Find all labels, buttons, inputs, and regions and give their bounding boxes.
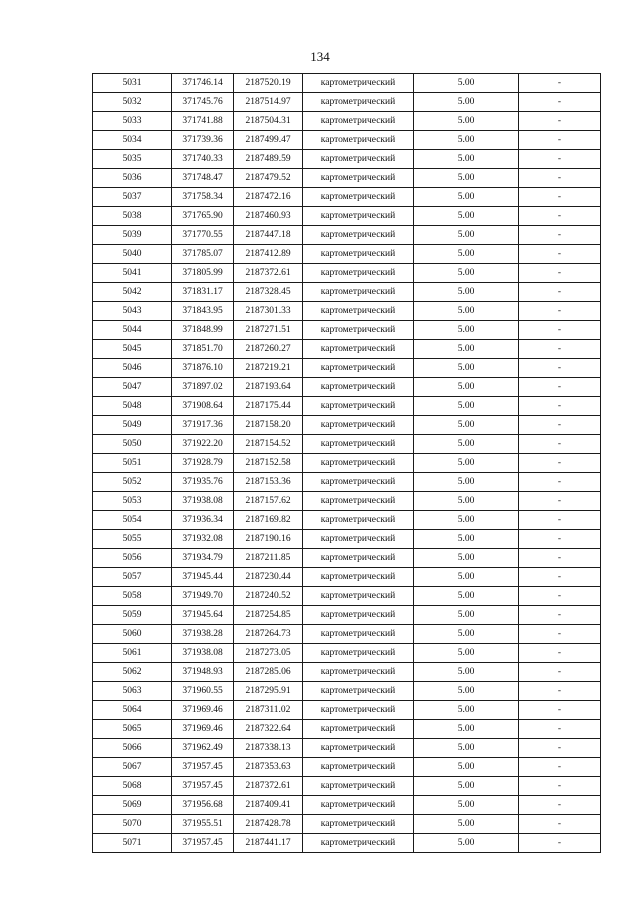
x-coordinate-cell: 371805.99 <box>172 264 234 283</box>
point-number-cell: 5042 <box>93 283 172 302</box>
note-cell: - <box>519 454 601 473</box>
accuracy-cell: 5.00 <box>414 625 519 644</box>
x-coordinate-cell: 371969.46 <box>172 701 234 720</box>
accuracy-cell: 5.00 <box>414 93 519 112</box>
point-number-cell: 5036 <box>93 169 172 188</box>
note-cell: - <box>519 340 601 359</box>
y-coordinate-cell: 2187153.36 <box>234 473 303 492</box>
y-coordinate-cell: 2187154.52 <box>234 435 303 454</box>
y-coordinate-cell: 2187219.21 <box>234 359 303 378</box>
point-number-cell: 5062 <box>93 663 172 682</box>
method-cell: картометрический <box>303 150 414 169</box>
table-row <box>93 245 601 264</box>
note-cell: - <box>519 397 601 416</box>
method-cell: картометрический <box>303 416 414 435</box>
method-cell: картометрический <box>303 473 414 492</box>
point-number-cell: 5070 <box>93 815 172 834</box>
method-cell: картометрический <box>303 454 414 473</box>
note-cell: - <box>519 701 601 720</box>
accuracy-cell: 5.00 <box>414 283 519 302</box>
y-coordinate-cell: 2187152.58 <box>234 454 303 473</box>
method-cell: картометрический <box>303 663 414 682</box>
table-row <box>93 112 601 131</box>
x-coordinate-cell: 371765.90 <box>172 207 234 226</box>
x-coordinate-cell: 371938.28 <box>172 625 234 644</box>
note-cell: - <box>519 739 601 758</box>
x-coordinate-cell: 371960.55 <box>172 682 234 701</box>
table-row <box>93 815 601 834</box>
accuracy-cell: 5.00 <box>414 397 519 416</box>
accuracy-cell: 5.00 <box>414 416 519 435</box>
method-cell: картометрический <box>303 568 414 587</box>
point-number-cell: 5055 <box>93 530 172 549</box>
x-coordinate-cell: 371848.99 <box>172 321 234 340</box>
x-coordinate-cell: 371785.07 <box>172 245 234 264</box>
method-cell: картометрический <box>303 340 414 359</box>
point-number-cell: 5041 <box>93 264 172 283</box>
y-coordinate-cell: 2187169.82 <box>234 511 303 530</box>
x-coordinate-cell: 371957.45 <box>172 834 234 853</box>
method-cell: картометрический <box>303 207 414 226</box>
note-cell: - <box>519 511 601 530</box>
accuracy-cell: 5.00 <box>414 188 519 207</box>
method-cell: картометрический <box>303 397 414 416</box>
point-number-cell: 5031 <box>93 74 172 93</box>
point-number-cell: 5061 <box>93 644 172 663</box>
table-row <box>93 549 601 568</box>
table-row <box>93 720 601 739</box>
x-coordinate-cell: 371745.76 <box>172 93 234 112</box>
note-cell: - <box>519 302 601 321</box>
note-cell: - <box>519 473 601 492</box>
point-number-cell: 5034 <box>93 131 172 150</box>
note-cell: - <box>519 283 601 302</box>
y-coordinate-cell: 2187328.45 <box>234 283 303 302</box>
table-row <box>93 340 601 359</box>
table-row <box>93 663 601 682</box>
accuracy-cell: 5.00 <box>414 169 519 188</box>
point-number-cell: 5069 <box>93 796 172 815</box>
point-number-cell: 5063 <box>93 682 172 701</box>
point-number-cell: 5059 <box>93 606 172 625</box>
point-number-cell: 5064 <box>93 701 172 720</box>
point-number-cell: 5056 <box>93 549 172 568</box>
accuracy-cell: 5.00 <box>414 245 519 264</box>
point-number-cell: 5035 <box>93 150 172 169</box>
x-coordinate-cell: 371948.93 <box>172 663 234 682</box>
accuracy-cell: 5.00 <box>414 606 519 625</box>
y-coordinate-cell: 2187499.47 <box>234 131 303 150</box>
y-coordinate-cell: 2187285.06 <box>234 663 303 682</box>
point-number-cell: 5060 <box>93 625 172 644</box>
y-coordinate-cell: 2187295.91 <box>234 682 303 701</box>
note-cell: - <box>519 587 601 606</box>
table-row <box>93 758 601 777</box>
y-coordinate-cell: 2187409.41 <box>234 796 303 815</box>
y-coordinate-cell: 2187428.78 <box>234 815 303 834</box>
y-coordinate-cell: 2187322.64 <box>234 720 303 739</box>
note-cell: - <box>519 549 601 568</box>
x-coordinate-cell: 371938.08 <box>172 644 234 663</box>
point-number-cell: 5045 <box>93 340 172 359</box>
x-coordinate-cell: 371851.70 <box>172 340 234 359</box>
note-cell: - <box>519 682 601 701</box>
note-cell: - <box>519 321 601 340</box>
y-coordinate-cell: 2187372.61 <box>234 777 303 796</box>
accuracy-cell: 5.00 <box>414 587 519 606</box>
table-row <box>93 777 601 796</box>
x-coordinate-cell: 371739.36 <box>172 131 234 150</box>
accuracy-cell: 5.00 <box>414 682 519 701</box>
table-row <box>93 492 601 511</box>
y-coordinate-cell: 2187372.61 <box>234 264 303 283</box>
note-cell: - <box>519 93 601 112</box>
point-number-cell: 5044 <box>93 321 172 340</box>
y-coordinate-cell: 2187190.16 <box>234 530 303 549</box>
method-cell: картометрический <box>303 625 414 644</box>
note-cell: - <box>519 663 601 682</box>
note-cell: - <box>519 378 601 397</box>
point-number-cell: 5054 <box>93 511 172 530</box>
y-coordinate-cell: 2187273.05 <box>234 644 303 663</box>
accuracy-cell: 5.00 <box>414 378 519 397</box>
accuracy-cell: 5.00 <box>414 473 519 492</box>
point-number-cell: 5058 <box>93 587 172 606</box>
method-cell: картометрический <box>303 492 414 511</box>
method-cell: картометрический <box>303 530 414 549</box>
accuracy-cell: 5.00 <box>414 264 519 283</box>
x-coordinate-cell: 371962.49 <box>172 739 234 758</box>
accuracy-cell: 5.00 <box>414 207 519 226</box>
method-cell: картометрический <box>303 321 414 340</box>
accuracy-cell: 5.00 <box>414 758 519 777</box>
x-coordinate-cell: 371932.08 <box>172 530 234 549</box>
note-cell: - <box>519 530 601 549</box>
table-row <box>93 397 601 416</box>
accuracy-cell: 5.00 <box>414 663 519 682</box>
point-number-cell: 5040 <box>93 245 172 264</box>
y-coordinate-cell: 2187338.13 <box>234 739 303 758</box>
x-coordinate-cell: 371748.47 <box>172 169 234 188</box>
x-coordinate-cell: 371945.64 <box>172 606 234 625</box>
table-row <box>93 796 601 815</box>
method-cell: картометрический <box>303 701 414 720</box>
table-row <box>93 739 601 758</box>
table-row <box>93 454 601 473</box>
note-cell: - <box>519 150 601 169</box>
note-cell: - <box>519 492 601 511</box>
table-row <box>93 207 601 226</box>
table-row <box>93 74 601 93</box>
method-cell: картометрический <box>303 188 414 207</box>
method-cell: картометрический <box>303 435 414 454</box>
method-cell: картометрический <box>303 549 414 568</box>
note-cell: - <box>519 606 601 625</box>
point-number-cell: 5047 <box>93 378 172 397</box>
table-row <box>93 606 601 625</box>
x-coordinate-cell: 371936.34 <box>172 511 234 530</box>
table-row <box>93 625 601 644</box>
table-row <box>93 302 601 321</box>
x-coordinate-cell: 371741.88 <box>172 112 234 131</box>
note-cell: - <box>519 796 601 815</box>
accuracy-cell: 5.00 <box>414 150 519 169</box>
point-number-cell: 5053 <box>93 492 172 511</box>
method-cell: картометрический <box>303 302 414 321</box>
table-row <box>93 226 601 245</box>
y-coordinate-cell: 2187514.97 <box>234 93 303 112</box>
x-coordinate-cell: 371949.70 <box>172 587 234 606</box>
point-number-cell: 5048 <box>93 397 172 416</box>
point-number-cell: 5037 <box>93 188 172 207</box>
accuracy-cell: 5.00 <box>414 549 519 568</box>
x-coordinate-cell: 371957.45 <box>172 777 234 796</box>
y-coordinate-cell: 2187193.64 <box>234 378 303 397</box>
table-row <box>93 568 601 587</box>
accuracy-cell: 5.00 <box>414 454 519 473</box>
note-cell: - <box>519 264 601 283</box>
table-row <box>93 587 601 606</box>
method-cell: картометрический <box>303 264 414 283</box>
note-cell: - <box>519 169 601 188</box>
table-row <box>93 416 601 435</box>
note-cell: - <box>519 568 601 587</box>
accuracy-cell: 5.00 <box>414 226 519 245</box>
method-cell: картометрический <box>303 283 414 302</box>
method-cell: картометрический <box>303 131 414 150</box>
y-coordinate-cell: 2187311.02 <box>234 701 303 720</box>
point-number-cell: 5046 <box>93 359 172 378</box>
note-cell: - <box>519 777 601 796</box>
table-row <box>93 150 601 169</box>
method-cell: картометрический <box>303 587 414 606</box>
accuracy-cell: 5.00 <box>414 530 519 549</box>
x-coordinate-cell: 371897.02 <box>172 378 234 397</box>
accuracy-cell: 5.00 <box>414 302 519 321</box>
accuracy-cell: 5.00 <box>414 739 519 758</box>
y-coordinate-cell: 2187489.59 <box>234 150 303 169</box>
point-number-cell: 5057 <box>93 568 172 587</box>
point-number-cell: 5051 <box>93 454 172 473</box>
method-cell: картометрический <box>303 511 414 530</box>
note-cell: - <box>519 359 601 378</box>
x-coordinate-cell: 371758.34 <box>172 188 234 207</box>
method-cell: картометрический <box>303 245 414 264</box>
note-cell: - <box>519 435 601 454</box>
x-coordinate-cell: 371956.68 <box>172 796 234 815</box>
note-cell: - <box>519 207 601 226</box>
note-cell: - <box>519 74 601 93</box>
coordinates-table <box>92 73 601 853</box>
accuracy-cell: 5.00 <box>414 74 519 93</box>
note-cell: - <box>519 112 601 131</box>
point-number-cell: 5032 <box>93 93 172 112</box>
point-number-cell: 5068 <box>93 777 172 796</box>
y-coordinate-cell: 2187301.33 <box>234 302 303 321</box>
accuracy-cell: 5.00 <box>414 777 519 796</box>
y-coordinate-cell: 2187353.63 <box>234 758 303 777</box>
accuracy-cell: 5.00 <box>414 359 519 378</box>
x-coordinate-cell: 371876.10 <box>172 359 234 378</box>
point-number-cell: 5038 <box>93 207 172 226</box>
method-cell: картометрический <box>303 169 414 188</box>
y-coordinate-cell: 2187447.18 <box>234 226 303 245</box>
y-coordinate-cell: 2187520.19 <box>234 74 303 93</box>
table-row <box>93 511 601 530</box>
point-number-cell: 5043 <box>93 302 172 321</box>
accuracy-cell: 5.00 <box>414 701 519 720</box>
y-coordinate-cell: 2187479.52 <box>234 169 303 188</box>
x-coordinate-cell: 371908.64 <box>172 397 234 416</box>
x-coordinate-cell: 371917.36 <box>172 416 234 435</box>
note-cell: - <box>519 131 601 150</box>
accuracy-cell: 5.00 <box>414 435 519 454</box>
table-row <box>93 834 601 853</box>
y-coordinate-cell: 2187271.51 <box>234 321 303 340</box>
method-cell: картометрический <box>303 796 414 815</box>
point-number-cell: 5039 <box>93 226 172 245</box>
x-coordinate-cell: 371957.45 <box>172 758 234 777</box>
point-number-cell: 5050 <box>93 435 172 454</box>
y-coordinate-cell: 2187158.20 <box>234 416 303 435</box>
x-coordinate-cell: 371969.46 <box>172 720 234 739</box>
x-coordinate-cell: 371928.79 <box>172 454 234 473</box>
y-coordinate-cell: 2187157.62 <box>234 492 303 511</box>
note-cell: - <box>519 416 601 435</box>
accuracy-cell: 5.00 <box>414 511 519 530</box>
x-coordinate-cell: 371922.20 <box>172 435 234 454</box>
x-coordinate-cell: 371955.51 <box>172 815 234 834</box>
table-row <box>93 701 601 720</box>
method-cell: картометрический <box>303 74 414 93</box>
method-cell: картометрический <box>303 378 414 397</box>
method-cell: картометрический <box>303 777 414 796</box>
accuracy-cell: 5.00 <box>414 644 519 663</box>
note-cell: - <box>519 758 601 777</box>
note-cell: - <box>519 834 601 853</box>
method-cell: картометрический <box>303 834 414 853</box>
point-number-cell: 5049 <box>93 416 172 435</box>
table-row <box>93 188 601 207</box>
x-coordinate-cell: 371938.08 <box>172 492 234 511</box>
accuracy-cell: 5.00 <box>414 720 519 739</box>
x-coordinate-cell: 371746.14 <box>172 74 234 93</box>
table-row <box>93 435 601 454</box>
point-number-cell: 5033 <box>93 112 172 131</box>
accuracy-cell: 5.00 <box>414 340 519 359</box>
point-number-cell: 5052 <box>93 473 172 492</box>
table-row <box>93 473 601 492</box>
accuracy-cell: 5.00 <box>414 834 519 853</box>
x-coordinate-cell: 371843.95 <box>172 302 234 321</box>
method-cell: картометрический <box>303 682 414 701</box>
table-row <box>93 682 601 701</box>
accuracy-cell: 5.00 <box>414 796 519 815</box>
method-cell: картометрический <box>303 815 414 834</box>
note-cell: - <box>519 226 601 245</box>
y-coordinate-cell: 2187254.85 <box>234 606 303 625</box>
accuracy-cell: 5.00 <box>414 815 519 834</box>
method-cell: картометрический <box>303 226 414 245</box>
accuracy-cell: 5.00 <box>414 321 519 340</box>
accuracy-cell: 5.00 <box>414 492 519 511</box>
accuracy-cell: 5.00 <box>414 112 519 131</box>
point-number-cell: 5066 <box>93 739 172 758</box>
note-cell: - <box>519 245 601 264</box>
y-coordinate-cell: 2187441.17 <box>234 834 303 853</box>
note-cell: - <box>519 625 601 644</box>
note-cell: - <box>519 644 601 663</box>
method-cell: картометрический <box>303 112 414 131</box>
table-row <box>93 283 601 302</box>
table-row <box>93 530 601 549</box>
page-number: 134 <box>310 49 330 64</box>
table-row <box>93 378 601 397</box>
x-coordinate-cell: 371740.33 <box>172 150 234 169</box>
method-cell: картометрический <box>303 739 414 758</box>
y-coordinate-cell: 2187260.27 <box>234 340 303 359</box>
method-cell: картометрический <box>303 720 414 739</box>
y-coordinate-cell: 2187504.31 <box>234 112 303 131</box>
note-cell: - <box>519 815 601 834</box>
point-number-cell: 5071 <box>93 834 172 853</box>
method-cell: картометрический <box>303 758 414 777</box>
y-coordinate-cell: 2187460.93 <box>234 207 303 226</box>
y-coordinate-cell: 2187211.85 <box>234 549 303 568</box>
table-row <box>93 359 601 378</box>
x-coordinate-cell: 371935.76 <box>172 473 234 492</box>
y-coordinate-cell: 2187175.44 <box>234 397 303 416</box>
point-number-cell: 5067 <box>93 758 172 777</box>
x-coordinate-cell: 371831.17 <box>172 283 234 302</box>
y-coordinate-cell: 2187472.16 <box>234 188 303 207</box>
note-cell: - <box>519 188 601 207</box>
table-row <box>93 93 601 112</box>
x-coordinate-cell: 371770.55 <box>172 226 234 245</box>
table-row <box>93 321 601 340</box>
x-coordinate-cell: 371945.44 <box>172 568 234 587</box>
x-coordinate-cell: 371934.79 <box>172 549 234 568</box>
table-row <box>93 131 601 150</box>
y-coordinate-cell: 2187240.52 <box>234 587 303 606</box>
y-coordinate-cell: 2187412.89 <box>234 245 303 264</box>
table-row <box>93 169 601 188</box>
y-coordinate-cell: 2187230.44 <box>234 568 303 587</box>
method-cell: картометрический <box>303 93 414 112</box>
point-number-cell: 5065 <box>93 720 172 739</box>
table-row <box>93 644 601 663</box>
method-cell: картометрический <box>303 644 414 663</box>
table-row <box>93 264 601 283</box>
y-coordinate-cell: 2187264.73 <box>234 625 303 644</box>
method-cell: картометрический <box>303 359 414 378</box>
accuracy-cell: 5.00 <box>414 568 519 587</box>
method-cell: картометрический <box>303 606 414 625</box>
coordinates-table-body <box>93 74 601 853</box>
accuracy-cell: 5.00 <box>414 131 519 150</box>
note-cell: - <box>519 720 601 739</box>
